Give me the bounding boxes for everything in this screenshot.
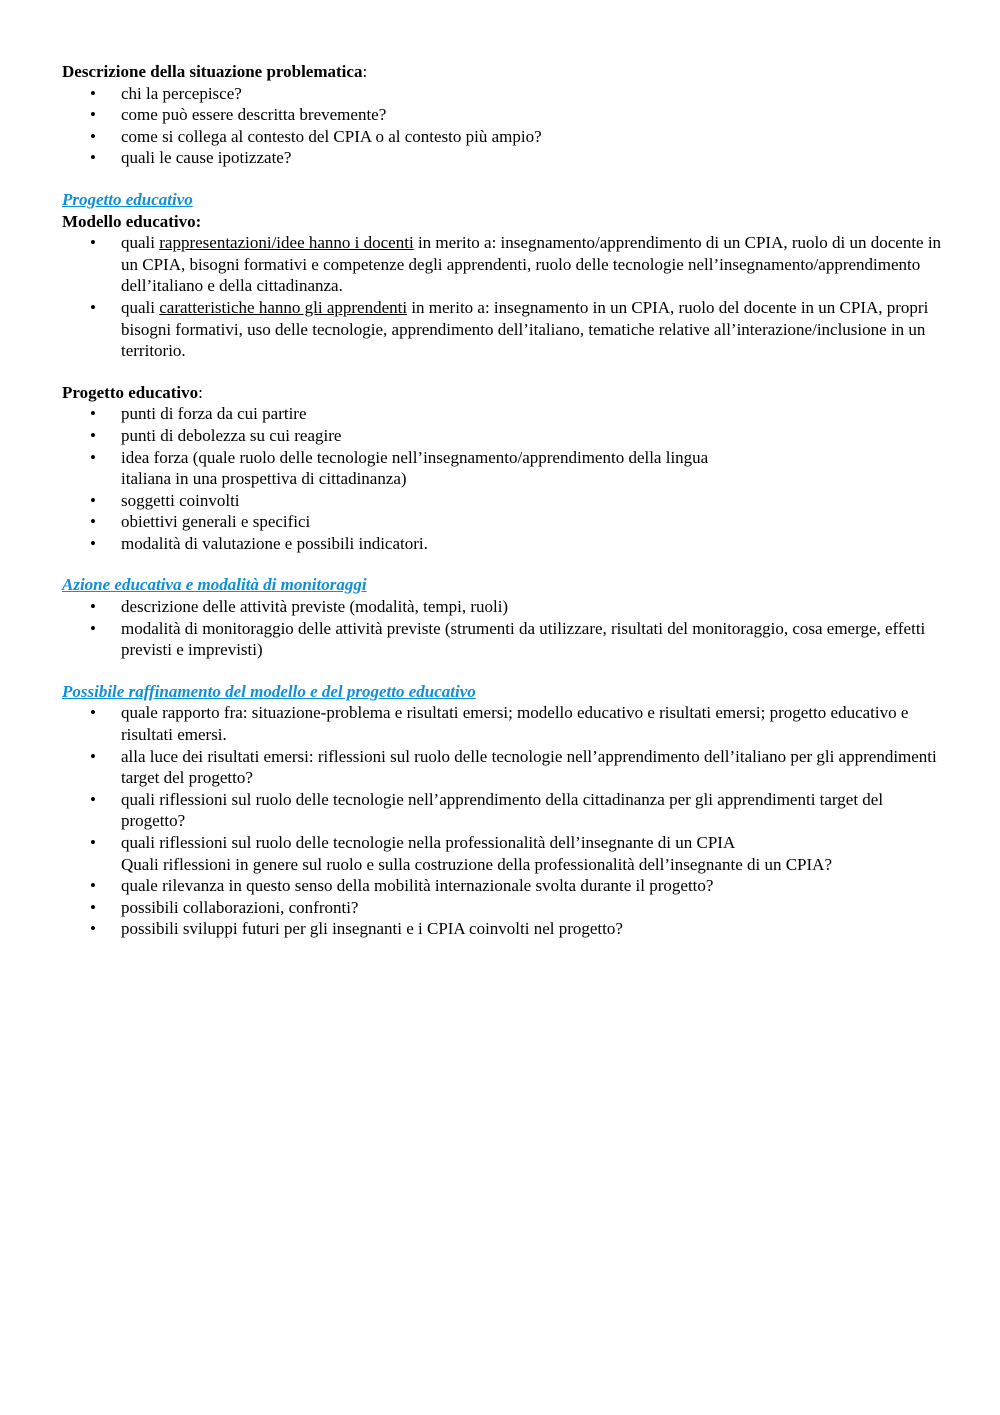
list-item xyxy=(62,789,942,832)
list-item xyxy=(62,126,942,148)
link-heading-raffinamento[interactable]: Possibile raffinamento del modello e del progetto educativo xyxy=(62,681,476,701)
azione-list xyxy=(62,596,942,661)
list-item-text-line2: italiana in una prospettiva di cittadinanza) xyxy=(121,469,407,489)
list-item-text: possibili sviluppi futuri per gli insegnanti e i CPIA coinvolti nel progetto? xyxy=(121,919,623,939)
list-item-text: punti di forza da cui partire xyxy=(121,404,307,424)
list-item-text: in merito a: insegnamento in un CPIA, ruolo del docente in un CPIA, propri bisogni formativi, uso delle tecnologie, apprendimento dell’italiano, tematiche relative all’interazione/inclusione in un territorio. xyxy=(121,297,929,361)
bullet-icon: • xyxy=(90,833,96,852)
list-item xyxy=(62,832,942,875)
section-heading-situation xyxy=(62,61,942,83)
bullet-icon: • xyxy=(90,447,96,467)
list-item-text: alla luce dei risultati emersi: riflessioni sul ruolo delle tecnologie nell’apprendimento dell’italiano per gli apprendimenti target del progetto? xyxy=(121,746,937,788)
list-item-text: obiettivi generali e specifici xyxy=(121,512,311,532)
heading-suffix: : xyxy=(362,62,368,81)
list-item xyxy=(62,533,942,555)
list-item xyxy=(62,918,942,940)
bullet-icon: • xyxy=(90,148,96,168)
list-item xyxy=(62,511,942,533)
bullet-icon: • xyxy=(90,533,96,553)
underlined-text: rappresentazioni/idee hanno i docenti xyxy=(159,233,414,253)
list-item xyxy=(62,618,942,661)
bullet-icon: • xyxy=(90,233,96,253)
bullet-icon: • xyxy=(90,919,96,939)
bullet-icon: • xyxy=(90,597,96,617)
list-item-text: possibili collaborazioni, confronti? xyxy=(121,897,359,917)
bullet-icon: • xyxy=(90,746,96,766)
section-heading-progetto xyxy=(62,382,942,404)
list-item-text: come si collega al contesto del CPIA o al contesto più ampio? xyxy=(121,126,542,146)
list-item-text: chi la percepisce? xyxy=(121,83,242,103)
list-item xyxy=(62,425,942,447)
list-item-text: soggetti coinvolti xyxy=(121,490,240,510)
raffinamento-list xyxy=(62,702,942,940)
list-item xyxy=(62,490,942,512)
list-item-text: idea forza (quale ruolo delle tecnologie nell’insegnamento/apprendimento della lingua xyxy=(121,447,709,467)
list-item-text: quali xyxy=(121,233,160,253)
bullet-icon: • xyxy=(90,897,96,917)
list-item xyxy=(62,147,942,169)
list-item-text: quale rapporto fra: situazione-problema e risultati emersi; modello educativo e risultati emersi; progetto educativo e risultati emersi. xyxy=(121,703,909,745)
bullet-icon: • xyxy=(90,876,96,896)
bullet-icon: • xyxy=(90,703,96,723)
list-item xyxy=(62,232,942,297)
list-item-text: modalità di monitoraggio delle attività previste (strumenti da utilizzare, risultati del monitoraggio, cosa emerge, effetti previsti e imprevisti) xyxy=(121,618,926,660)
list-item-text: modalità di valutazione e possibili indicatori. xyxy=(121,533,428,553)
heading-text: Progetto educativo xyxy=(62,382,199,402)
link-heading-azione-educativa[interactable]: Azione educativa e modalità di monitoraggi xyxy=(62,575,367,595)
bullet-icon: • xyxy=(90,618,96,638)
bullet-icon: • xyxy=(90,512,96,532)
list-item xyxy=(62,875,942,897)
bullet-icon: • xyxy=(90,404,96,424)
list-item xyxy=(62,83,942,105)
bullet-icon: • xyxy=(90,490,96,510)
list-item xyxy=(62,447,942,490)
situation-list xyxy=(62,83,942,169)
bullet-icon: • xyxy=(90,105,96,125)
subheading-modello-educativo: Modello educativo: xyxy=(62,211,202,231)
list-item xyxy=(62,897,942,919)
bullet-icon: • xyxy=(90,789,96,809)
list-item-text-line2: Quali riflessioni in genere sul ruolo e sulla costruzione della professionalità dell’insegnante di un CPIA? xyxy=(121,854,832,874)
list-item xyxy=(62,403,942,425)
list-item-text: quale rilevanza in questo senso della mobilità internazionale svolta durante il progetto? xyxy=(121,876,714,896)
bullet-icon: • xyxy=(90,126,96,146)
bullet-icon: • xyxy=(90,297,96,317)
list-item xyxy=(62,297,942,362)
list-item-text: in merito a: insegnamento/apprendimento di un CPIA, ruolo di un docente in un CPIA, bisogni formativi e competenze degli apprendenti, ruolo delle tecnologie nell’insegnamento/apprendimento dell’italiano e della cittadinanza. xyxy=(121,233,942,296)
list-item-text: quali riflessioni sul ruolo delle tecnologie nell’apprendimento della cittadinanza per gli apprendimenti target del progetto? xyxy=(121,789,884,831)
list-item xyxy=(62,104,942,126)
modello-list xyxy=(62,232,942,362)
list-item-text: quali xyxy=(121,297,160,317)
link-heading-progetto-educativo[interactable]: Progetto educativo xyxy=(62,189,193,209)
underlined-text: caratteristiche hanno gli apprendenti xyxy=(159,297,408,317)
list-item xyxy=(62,702,942,745)
list-item-text: come può essere descritta brevemente? xyxy=(121,105,387,125)
heading-suffix: : xyxy=(198,382,203,402)
bullet-icon: • xyxy=(90,425,96,445)
list-item-text: descrizione delle attività previste (modalità, tempi, ruoli) xyxy=(121,597,509,617)
list-item xyxy=(62,746,942,789)
heading-text: Descrizione della situazione problematica xyxy=(62,62,363,81)
bullet-icon: • xyxy=(90,83,96,103)
document-page xyxy=(62,61,942,940)
list-item xyxy=(62,596,942,618)
progetto-list xyxy=(62,403,942,554)
list-item-text: punti di debolezza su cui reagire xyxy=(121,425,342,445)
list-item-text: quali riflessioni sul ruolo delle tecnologie nella professionalità dell’insegnante di un CPIA xyxy=(121,833,736,852)
list-item-text: quali le cause ipotizzate? xyxy=(121,148,292,168)
